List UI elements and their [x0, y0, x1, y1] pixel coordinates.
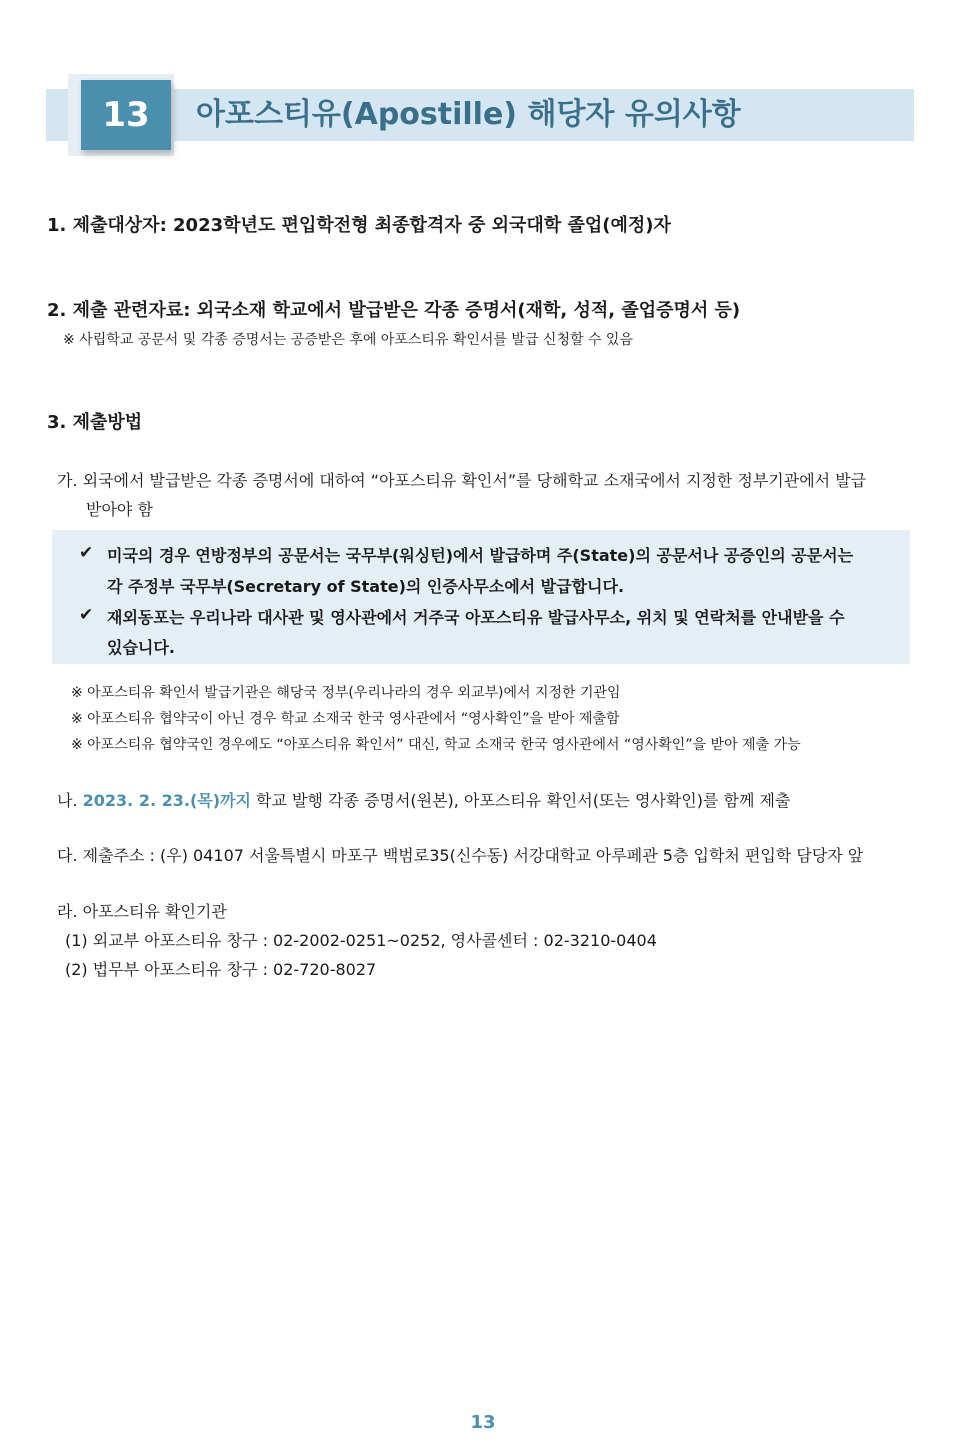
section2-heading: 2. 제출 관련자료: 외국소재 학교에서 발급받은 각종 증명서(재학, 성적, 졸업증명서 등) [47, 300, 741, 321]
notice-item2-line2: 있습니다. [107, 638, 175, 657]
section2-note: ※ 사립학교 공문서 및 각종 증명서는 공증받은 후에 아포스티유 확인서를 발급 신청할 수 있음 [63, 332, 633, 348]
notice-item2-line1: 재외동포는 우리나라 대사관 및 영사관에서 거주국 아포스티유 발급사무소, 위치 및 연락처를 안내받을 수 [107, 608, 845, 627]
notice-item1-line1: 미국의 경우 연방정부의 공문서는 국무부(워싱턴)에서 발급하며 주(State)의 공문서나 공증인의 공문서는 [107, 546, 854, 565]
item-na-prefix: 나. [57, 791, 83, 810]
section1-heading: 1. 제출대상자: 2023학년도 편입학전형 최종합격자 중 외국대학 졸업(예정)자 [47, 215, 671, 236]
deadline-date: 2023. 2. 23.(목)까지 [82, 791, 251, 810]
item-na-text: 학교 발행 각종 증명서(원본), 아포스티유 확인서(또는 영사확인)를 함께 제출 [250, 791, 791, 810]
section-number-badge: 13 [81, 80, 171, 150]
note-3: ※ 아포스티유 협약국인 경우에도 “아포스티유 확인서” 대신, 학교 소재국 한국 영사관에서 “영사확인”을 받아 제출 가능 [71, 737, 801, 753]
note-1: ※ 아포스티유 확인서 발급기관은 해당국 정부(우리나라의 경우 외교부)에서 지정한 기관임 [71, 685, 621, 701]
page-number: 13 [470, 1412, 496, 1433]
item-ra-2: (2) 법무부 아포스티유 창구 : 02-720-8027 [65, 960, 377, 979]
check-icon: ✔ [79, 605, 94, 625]
item-na [57, 788, 790, 811]
item-da-address: 다. 제출주소 : (우) 04107 서울특별시 마포구 백범로35(신수동) 서강대학교 아루페관 5층 입학처 편입학 담당자 앞 [57, 846, 864, 865]
note-2: ※ 아포스티유 협약국이 아닌 경우 학교 소재국 한국 영사관에서 “영사확인”을 받아 제출함 [71, 711, 620, 727]
check-icon: ✔ [79, 543, 94, 563]
notice-item1-line2: 각 주정부 국무부(Secretary of State)의 인증사무소에서 발급합니다. [107, 577, 625, 596]
item-ga-line1: 가. 외국에서 발급받은 각종 증명서에 대하여 “아포스티유 확인서”를 당해학교 소재국에서 지정한 정부기관에서 발급 [57, 471, 867, 490]
item-ra-1: (1) 외교부 아포스티유 창구 : 02-2002-0251~0252, 영사콜센터 : 02-3210-0404 [65, 931, 657, 950]
section3-heading: 3. 제출방법 [47, 412, 143, 433]
item-ra-heading: 라. 아포스티유 확인기관 [57, 902, 227, 921]
page-title: 아포스티유(Apostille) 해당자 유의사항 [196, 97, 741, 132]
item-ga-line2: 받아야 함 [86, 500, 153, 519]
